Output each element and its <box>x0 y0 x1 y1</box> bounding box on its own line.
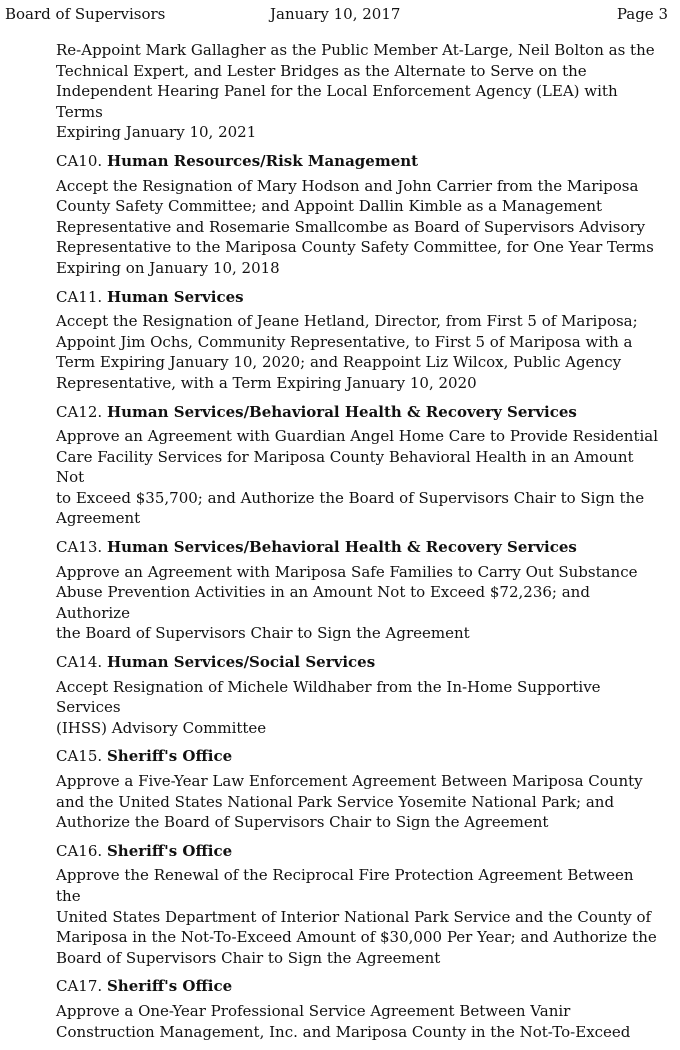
header-title: Board of Supervisors <box>5 5 166 23</box>
item-body <box>56 176 662 279</box>
item-number: CA12. <box>56 402 103 421</box>
item-body <box>56 677 662 739</box>
agenda-item-ca16 <box>56 841 662 969</box>
item-heading <box>56 841 662 862</box>
item-body <box>56 311 662 393</box>
item-heading <box>56 976 662 997</box>
item-number: CA14. <box>56 653 103 672</box>
body-line: Board of Supervisors Chair to Sign the Agreement <box>56 948 441 967</box>
item-body <box>56 771 662 833</box>
page-header <box>5 5 668 25</box>
body-line: County Safety Committee; and Appoint Dallin Kimble as a Management <box>56 197 603 216</box>
body-line: Accept the Resignation of Mary Hodson and John Carrier from the Mariposa <box>56 176 639 195</box>
item-number: CA15. <box>56 747 103 766</box>
item-body <box>56 426 662 529</box>
item-department: Human Services/Behavioral Health & Recovery Services <box>106 538 577 557</box>
body-line: Agreement <box>56 509 141 528</box>
body-line: Expiring on January 10, 2018 <box>56 258 280 277</box>
body-line: Approve a One-Year Professional Service Agreement Between Vanir <box>56 1001 571 1020</box>
body-line: Approve an Agreement with Guardian Angel Home Care to Provide Residential <box>56 427 659 446</box>
body-line: Representative to the Mariposa County Safety Committee, for One Year Terms <box>56 238 654 257</box>
agenda-item-ca15 <box>56 746 662 832</box>
item-number: CA17. <box>56 977 103 996</box>
body-line: Expiring January 10, 2021 <box>56 123 257 142</box>
body-line: Appoint Jim Ochs, Community Representative, to First 5 of Mariposa with a <box>56 332 633 351</box>
agenda-item-ca13 <box>56 537 662 644</box>
item-department: Sheriff's Office <box>106 747 233 766</box>
item-heading <box>56 537 662 558</box>
agenda-item-ca12 <box>56 402 662 530</box>
item-number: CA10. <box>56 151 103 170</box>
item-department: Human Services/Social Services <box>106 653 376 672</box>
agenda-item-ca17 <box>56 976 662 1042</box>
item-body <box>56 1001 662 1042</box>
body-line: Independent Hearing Panel for the Local Enforcement Agency (LEA) with Terms <box>56 82 618 121</box>
body-line: to Exceed $35,700; and Authorize the Board of Supervisors Chair to Sign the <box>56 488 645 507</box>
body-line: Approve the Renewal of the Reciprocal Fire Protection Agreement Between the <box>56 866 634 905</box>
agenda-item-ca14 <box>56 652 662 738</box>
item-department: Human Services/Behavioral Health & Recovery Services <box>106 402 577 421</box>
body-line: Mariposa in the Not-To-Exceed Amount of $30,000 Per Year; and Authorize the <box>56 928 657 947</box>
body-line: Approve an Agreement with Mariposa Safe Families to Carry Out Substance <box>56 562 638 581</box>
intro-body <box>56 40 662 143</box>
body-line: (IHSS) Advisory Committee <box>56 718 267 737</box>
item-heading <box>56 287 662 308</box>
item-number: CA13. <box>56 538 103 557</box>
item-number: CA11. <box>56 287 103 306</box>
body-line: United States Department of Interior National Park Service and the County of <box>56 907 652 926</box>
item-number: CA16. <box>56 841 103 860</box>
body-line: Care Facility Services for Mariposa County Behavioral Health in an Amount Not <box>56 447 634 487</box>
header-page-number: Page 3 <box>616 5 668 23</box>
item-heading <box>56 746 662 767</box>
body-line: Construction Management, Inc. and Mariposa County in the Not-To-Exceed <box>56 1022 631 1041</box>
agenda-item-ca11 <box>56 287 662 394</box>
item-department: Sheriff's Office <box>106 841 233 860</box>
item-body <box>56 865 662 968</box>
intro-item <box>56 40 662 143</box>
body-line: Representative and Rosemarie Smallcombe as Board of Supervisors Advisory <box>56 217 646 236</box>
body-line: Accept the Resignation of Jeane Hetland, Director, from First 5 of Mariposa; <box>56 312 638 331</box>
header-date: January 10, 2017 <box>270 5 401 23</box>
body-line: Authorize the Board of Supervisors Chair to Sign the Agreement <box>56 813 549 832</box>
body-line: Re-Appoint Mark Gallagher as the Public Member At-Large, Neil Bolton as the <box>56 41 655 59</box>
item-body <box>56 562 662 644</box>
item-department: Human Services <box>106 287 244 306</box>
agenda-item-ca10 <box>56 151 662 279</box>
body-line: the Board of Supervisors Chair to Sign the Agreement <box>56 624 470 643</box>
body-line: Abuse Prevention Activities in an Amount Not to Exceed $72,236; and Authorize <box>56 583 590 622</box>
body-line: Technical Expert, and Lester Bridges as the Alternate to Serve on the <box>56 61 587 80</box>
item-heading <box>56 151 662 172</box>
body-line: Representative, with a Term Expiring January 10, 2020 <box>56 373 477 392</box>
agenda-content <box>56 40 662 1050</box>
body-line: Accept Resignation of Michele Wildhaber from the In-Home Supportive Services <box>56 677 601 717</box>
item-heading <box>56 402 662 423</box>
body-line: and the United States National Park Service Yosemite National Park; and <box>56 792 615 811</box>
body-line: Term Expiring January 10, 2020; and Reappoint Liz Wilcox, Public Agency <box>56 353 622 372</box>
item-heading <box>56 652 662 673</box>
body-line: Approve a Five-Year Law Enforcement Agreement Between Mariposa County <box>56 772 643 790</box>
item-department: Sheriff's Office <box>106 977 233 996</box>
item-department: Human Resources/Risk Management <box>106 151 419 170</box>
